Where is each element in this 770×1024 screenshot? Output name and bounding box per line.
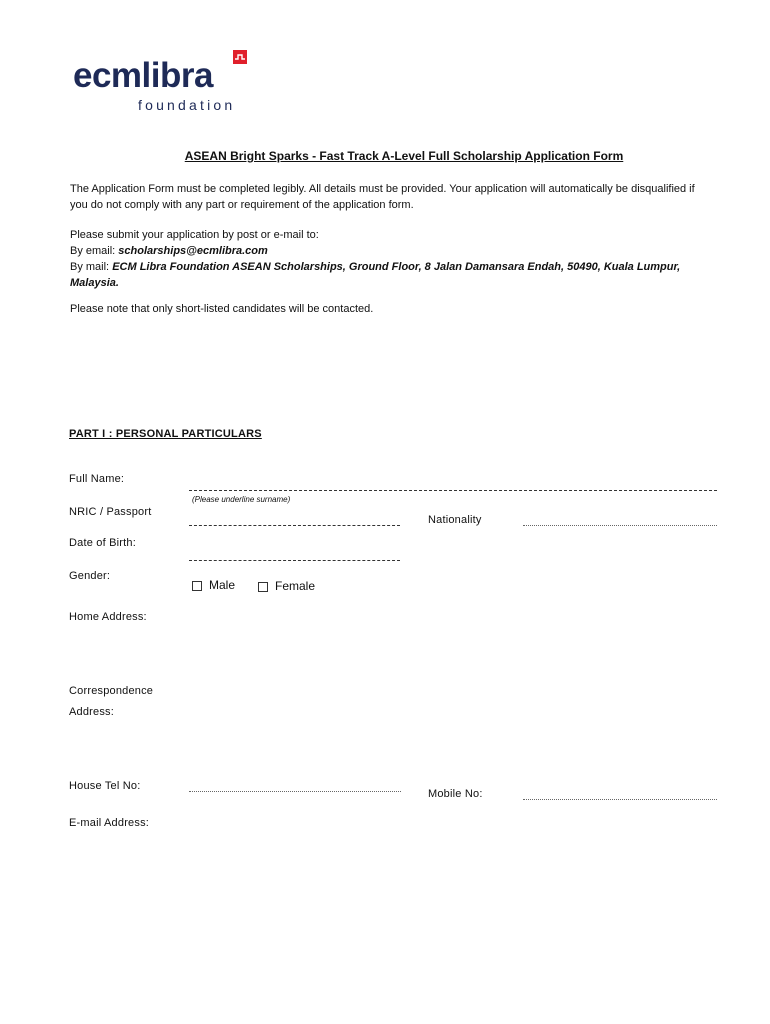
dob-field[interactable] bbox=[189, 560, 400, 561]
shortlist-note: Please note that only short-listed candidates will be contacted. bbox=[70, 303, 374, 315]
nric-field[interactable] bbox=[189, 525, 400, 526]
email-address-label: E-mail Address: bbox=[69, 817, 150, 829]
part1-heading: PART I : PERSONAL PARTICULARS bbox=[69, 428, 262, 440]
correspondence-address-label: Address: bbox=[69, 706, 115, 718]
home-address-label: Home Address: bbox=[69, 611, 147, 623]
form-title: ASEAN Bright Sparks - Fast Track A-Level Full Scholarship Application Form bbox=[184, 149, 624, 163]
nric-label: NRIC / Passport bbox=[69, 506, 152, 518]
male-checkbox[interactable] bbox=[192, 581, 202, 591]
mail-prefix: By mail: bbox=[70, 261, 113, 273]
mobile-field[interactable] bbox=[523, 799, 717, 800]
submit-line: Please submit your application by post or e-mail to: bbox=[70, 229, 319, 241]
nationality-field[interactable] bbox=[523, 525, 717, 526]
submit-instructions bbox=[70, 227, 710, 291]
house-tel-label: House Tel No: bbox=[69, 780, 141, 792]
female-option-label: Female bbox=[275, 579, 316, 593]
scholarship-email[interactable]: scholarships@ecmlibra.com bbox=[118, 245, 268, 257]
correspondence-label: Correspondence bbox=[69, 685, 154, 697]
dob-label: Date of Birth: bbox=[69, 537, 136, 549]
logo-wordmark: ecmlibra bbox=[73, 56, 213, 95]
surname-hint: (Please underline surname) bbox=[192, 495, 291, 504]
intro-paragraph: The Application Form must be completed legibly. All details must be provided. Your application will automatically be disqualified if you do not comply with any part or requirement of the application form. bbox=[70, 183, 695, 211]
nationality-label: Nationality bbox=[428, 514, 482, 526]
house-tel-field[interactable] bbox=[189, 791, 401, 792]
mail-address: ECM Libra Foundation ASEAN Scholarships, Ground Floor, 8 Jalan Damansara Endah, 50490, Kuala Lumpur, Malaysia. bbox=[70, 261, 681, 289]
full-name-label: Full Name: bbox=[69, 473, 125, 485]
logo-subtext: foundation bbox=[138, 97, 236, 113]
male-option-label: Male bbox=[209, 578, 236, 592]
mobile-label: Mobile No: bbox=[428, 788, 483, 800]
email-prefix: By email: bbox=[70, 245, 119, 257]
gender-label: Gender: bbox=[69, 570, 111, 582]
ecm-libra-mark-icon bbox=[233, 50, 247, 64]
full-name-field[interactable] bbox=[189, 490, 717, 491]
female-checkbox[interactable] bbox=[258, 582, 268, 592]
mail-line bbox=[70, 259, 710, 291]
email-line bbox=[70, 243, 710, 259]
